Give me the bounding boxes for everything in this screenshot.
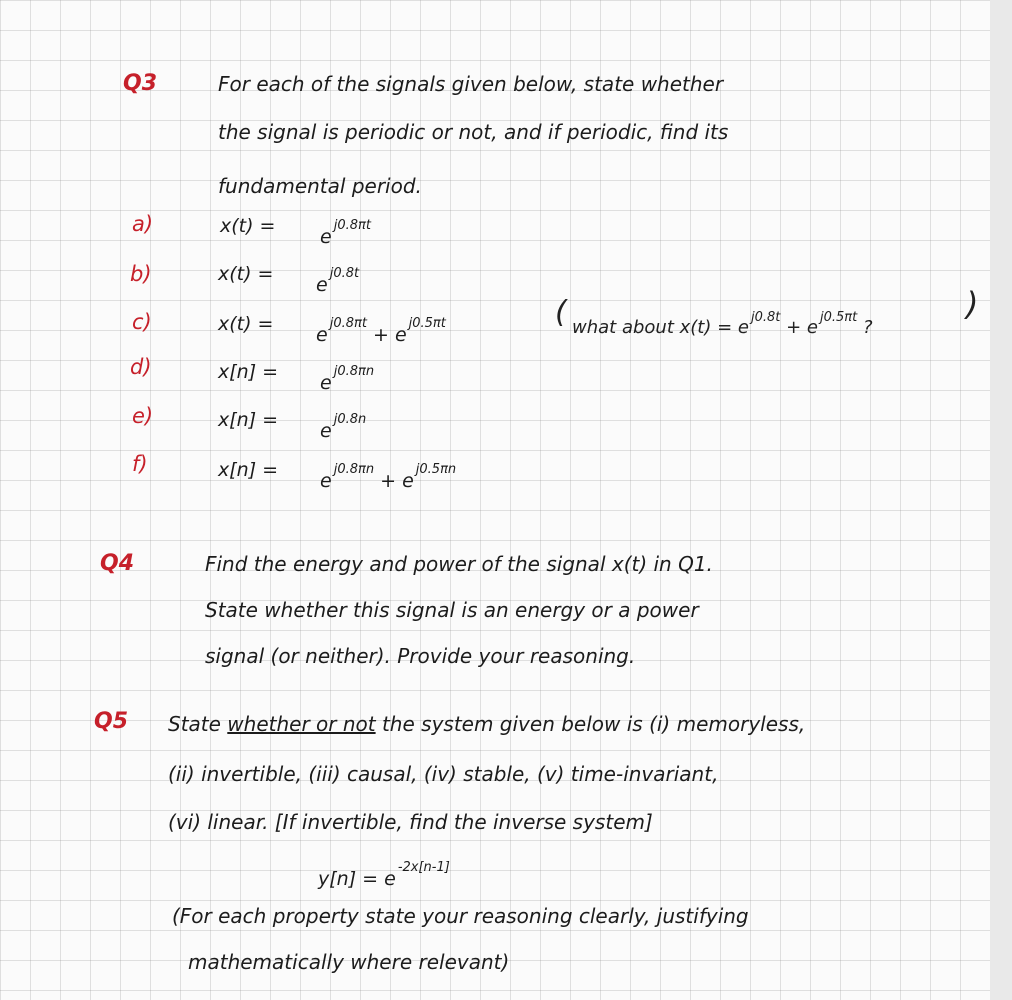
part-c-lhs: x(t) = xyxy=(218,313,274,335)
aside-open-paren: ( xyxy=(555,295,567,330)
q5-note-line-2: mathematically where relevant) xyxy=(188,950,510,974)
q4-line-3: signal (or neither). Provide your reasoning. xyxy=(205,644,636,668)
part-c-label: c) xyxy=(132,310,152,334)
part-b-lhs: x(t) = xyxy=(218,263,274,285)
aside-close-paren: ) xyxy=(966,285,979,323)
part-e-label: e) xyxy=(132,404,154,428)
part-d-lhs: x[n] = xyxy=(218,361,279,383)
part-b-label: b) xyxy=(130,262,152,286)
aside-note: what about x(t) = e $^{j0.8t}$ + e $^{j0.5\pi t}$ ? xyxy=(572,310,873,338)
part-a-label: a) xyxy=(132,212,154,236)
part-b-rhs: $e^{j0.8t}$ xyxy=(316,266,360,296)
q5-system-equation: $y[n] = e^{-2x[n-1]}$ xyxy=(318,860,450,890)
page-edge xyxy=(990,0,1012,1000)
q5-note-line-1: (For each property state your reasoning clearly, justifying xyxy=(172,904,749,928)
q5-line-2: (ii) invertible, (iii) causal, (iv) stable, (v) time-invariant, xyxy=(168,762,719,786)
part-e-lhs: x[n] = xyxy=(218,409,279,431)
part-a-lhs: x(t) = xyxy=(220,215,276,237)
part-f-rhs: $e^{j0.8\pi n} + e^{j0.5\pi n}$ xyxy=(320,462,457,492)
part-a-rhs: $e^{j0.8\pi t}$ xyxy=(320,218,371,248)
q3-prompt-line-1: For each of the signals given below, state whether xyxy=(218,72,724,96)
part-d-rhs: $e^{j0.8\pi n}$ xyxy=(320,364,375,394)
q5-line-3: (vi) linear. [If invertible, find the inverse system] xyxy=(168,810,653,834)
q4-line-1: Find the energy and power of the signal x(t) in Q1. xyxy=(205,552,713,576)
q3-label: Q3 xyxy=(123,71,158,96)
q5-label: Q5 xyxy=(94,709,129,734)
part-e-rhs: $e^{j0.8n}$ xyxy=(320,412,367,442)
q3-prompt-line-3: fundamental period. xyxy=(218,174,422,198)
part-f-label: f) xyxy=(132,452,148,476)
q3-prompt-line-2: the signal is periodic or not, and if periodic, find its xyxy=(218,120,729,144)
part-f-lhs: x[n] = xyxy=(218,459,279,481)
part-c-rhs: $e^{j0.8\pi t} + e^{j0.5\pi t}$ xyxy=(316,316,446,346)
q4-label: Q4 xyxy=(100,551,135,576)
q4-line-2: State whether this signal is an energy or a power xyxy=(205,598,699,622)
part-d-label: d) xyxy=(130,355,152,379)
q5-line-1: State whether or not the system given below is (i) memoryless, xyxy=(168,712,806,736)
